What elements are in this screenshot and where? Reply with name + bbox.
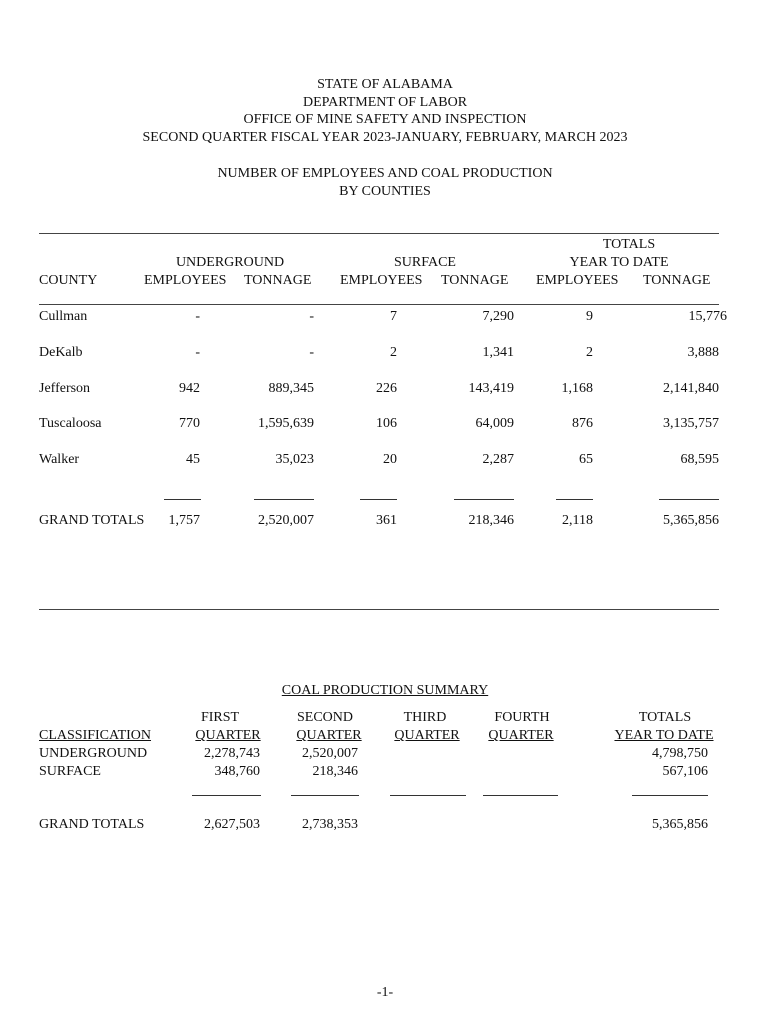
subtotal-rule: [659, 499, 719, 500]
group-header-underground: UNDERGROUND: [175, 255, 285, 270]
county-name: DeKalb: [39, 345, 83, 360]
column-header-ug-tonnage: TONNAGE: [244, 273, 312, 288]
summary-header-third-quarter: QUARTER: [394, 728, 460, 743]
summary-subtotal-rule: [192, 795, 261, 796]
sf-tonnage: 1,341: [482, 345, 514, 360]
ug-tonnage: 1,595,639: [258, 416, 314, 431]
total-tonnage: 68,595: [680, 452, 719, 467]
ug-tonnage: -: [309, 309, 314, 324]
summary-grand-second: 2,738,353: [302, 817, 358, 832]
ug-employees: 770: [179, 416, 200, 431]
summary-first-value: 348,760: [214, 764, 260, 779]
county-name: Tuscaloosa: [39, 416, 102, 431]
summary-header-classification: CLASSIFICATION: [39, 728, 152, 743]
grand-total-employees: 2,118: [562, 513, 593, 528]
summary-title: COAL PRODUCTION SUMMARY: [281, 683, 489, 698]
report-subtitle: NUMBER OF EMPLOYEES AND COAL PRODUCTION: [217, 166, 553, 181]
sf-employees: 2: [390, 345, 397, 360]
total-tonnage: 3,888: [687, 345, 719, 360]
summary-header-fourth: FOURTH: [494, 710, 550, 725]
ug-tonnage: -: [309, 345, 314, 360]
grand-ug-tonnage: 2,520,007: [258, 513, 314, 528]
ug-tonnage: 35,023: [275, 452, 314, 467]
summary-header-first: FIRST: [200, 710, 240, 725]
column-header-tot-employees: EMPLOYEES: [536, 273, 619, 288]
header-bottom-rule: [39, 304, 719, 305]
sf-tonnage: 2,287: [482, 452, 514, 467]
sf-employees: 7: [390, 309, 397, 324]
header-line-state: STATE OF ALABAMA: [317, 77, 453, 92]
grand-sf-employees: 361: [376, 513, 397, 528]
summary-header-second: SECOND: [296, 710, 353, 725]
summary-row-label: SURFACE: [39, 764, 101, 779]
summary-subtotal-rule: [291, 795, 359, 796]
summary-total-value: 567,106: [662, 764, 708, 779]
summary-header-first-quarter: QUARTER: [195, 728, 261, 743]
header-line-office: OFFICE OF MINE SAFETY AND INSPECTION: [243, 112, 527, 127]
total-employees: 1,168: [561, 381, 593, 396]
total-tonnage: 3,135,757: [663, 416, 719, 431]
sf-employees: 226: [376, 381, 397, 396]
column-header-tot-tonnage: TONNAGE: [643, 273, 711, 288]
total-employees: 876: [572, 416, 593, 431]
grand-totals-label: GRAND TOTALS: [39, 513, 145, 528]
report-subtitle-counties: BY COUNTIES: [339, 184, 431, 199]
group-header-totals: TOTALS: [602, 237, 656, 252]
summary-subtotal-rule: [483, 795, 558, 796]
sf-employees: 106: [376, 416, 397, 431]
summary-second-value: 218,346: [312, 764, 358, 779]
group-header-surface: SURFACE: [394, 255, 456, 270]
ug-tonnage: 889,345: [268, 381, 314, 396]
page-number: -1-: [376, 985, 394, 1000]
subtotal-rule: [556, 499, 593, 500]
county-name: Walker: [39, 452, 80, 467]
column-header-sf-employees: EMPLOYEES: [340, 273, 423, 288]
table-top-rule: [39, 233, 719, 234]
sf-tonnage: 143,419: [468, 381, 514, 396]
grand-ug-employees: 1,757: [168, 513, 200, 528]
total-employees: 2: [586, 345, 593, 360]
summary-subtotal-rule: [632, 795, 708, 796]
sf-employees: 20: [383, 452, 397, 467]
ug-employees: 45: [186, 452, 200, 467]
column-header-county: COUNTY: [39, 273, 98, 288]
summary-row-label: UNDERGROUND: [39, 746, 148, 761]
total-employees: 9: [586, 309, 593, 324]
total-tonnage: 2,141,840: [663, 381, 719, 396]
summary-header-second-quarter: QUARTER: [296, 728, 362, 743]
subtotal-rule: [454, 499, 514, 500]
sf-tonnage: 7,290: [482, 309, 514, 324]
grand-total-tonnage: 5,365,856: [663, 513, 719, 528]
summary-header-fourth-quarter: QUARTER: [488, 728, 554, 743]
header-line-department: DEPARTMENT OF LABOR: [302, 94, 468, 110]
summary-first-value: 2,278,743: [204, 746, 260, 761]
group-header-year-to-date: YEAR TO DATE: [569, 255, 669, 270]
summary-header-year-to-date: YEAR TO DATE: [614, 728, 714, 743]
summary-grand-first: 2,627,503: [204, 817, 260, 832]
header-line-period: SECOND QUARTER FISCAL YEAR 2023-JANUARY, FEBRUARY, MARCH 2023: [142, 129, 628, 145]
summary-total-value: 4,798,750: [652, 746, 708, 761]
ug-employees: -: [195, 345, 200, 360]
column-header-sf-tonnage: TONNAGE: [441, 273, 509, 288]
summary-header-totals: TOTALS: [638, 710, 692, 725]
summary-grand-totals-label: GRAND TOTALS: [39, 817, 145, 832]
section-divider-rule: [39, 609, 719, 610]
total-tonnage: 15,776: [688, 309, 727, 324]
summary-header-third: THIRD: [403, 710, 447, 725]
ug-employees: 942: [179, 381, 200, 396]
ug-employees: -: [195, 309, 200, 324]
summary-subtotal-rule: [390, 795, 466, 796]
grand-sf-tonnage: 218,346: [468, 513, 514, 528]
subtotal-rule: [360, 499, 397, 500]
total-employees: 65: [579, 452, 593, 467]
summary-second-value: 2,520,007: [302, 746, 358, 761]
county-name: Jefferson: [39, 381, 91, 396]
subtotal-rule: [164, 499, 201, 500]
county-name: Cullman: [39, 309, 88, 324]
summary-grand-total: 5,365,856: [652, 817, 708, 832]
subtotal-rule: [254, 499, 314, 500]
sf-tonnage: 64,009: [475, 416, 514, 431]
column-header-ug-employees: EMPLOYEES: [144, 273, 227, 288]
